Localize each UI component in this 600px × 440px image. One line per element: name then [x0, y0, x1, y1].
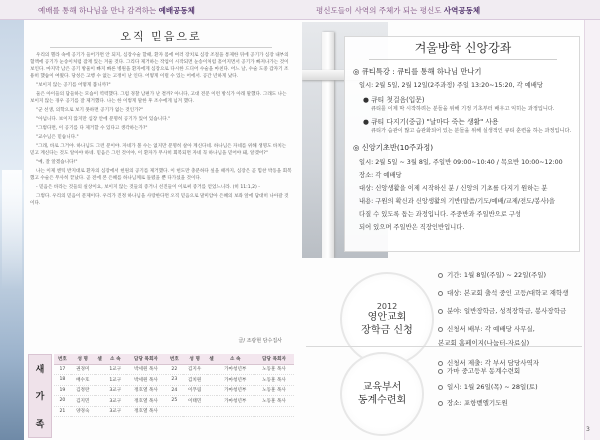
list-item	[438, 382, 538, 391]
table-cell	[207, 396, 217, 407]
article-paragraph: 그렇다. 우리의 믿음이 문제이다. 우리가 진정 하나님을 사랑한다면 오직 믿음으로 말미암아 은혜의 보좌 앞에 담대히 나아갈 것이다.	[30, 194, 289, 206]
left-photo-strip	[0, 20, 24, 440]
left-motto-text: 예배를 통해 하나님을 만나 감격하는	[38, 6, 159, 15]
article-paragraph: "교수님은 믿습니다."	[36, 135, 79, 140]
table-cell	[95, 364, 105, 375]
article-paragraph: 둘은 아이들의 답들하는 모습이 역력했다. 그럼 경찰 남편가 난 결까? 아니다, 고대 전문 이런 방식가 아래 말했다. 그래도 나는 보이지 않는 경우 공기를 잘 제거했다. 나는 한 이렇게 말한 후 조수에게 넘겨 했다.	[30, 92, 287, 104]
table-cell: 권경미	[71, 364, 95, 375]
table-cell	[217, 406, 254, 417]
table-cell: 17	[54, 364, 71, 375]
table-header-row	[54, 354, 294, 364]
list-item	[438, 288, 568, 297]
bullet-icon	[438, 401, 443, 406]
article-signature: 글/ 조광현 담수집사	[238, 338, 282, 344]
table-cell: 김치원	[183, 375, 207, 386]
table-cell: 노동훈 목사	[254, 396, 294, 407]
bullet-icon	[438, 327, 443, 332]
retreat-department: 교육부서	[362, 382, 402, 393]
list-item-text: 기간: 1월 8일(주일) ~ 22일(주일)	[447, 271, 547, 279]
table-cell: 1교구	[105, 375, 126, 386]
table-cell: 22	[166, 364, 183, 375]
article	[30, 28, 292, 348]
table-cell: 가마청년부	[217, 385, 254, 396]
new-family-label-char: 새	[35, 365, 45, 376]
qt-special-heading: ◎ 큐티특강 : 큐티를 통해 하나님 만나기	[353, 67, 482, 76]
table-cell: 이태민	[183, 396, 207, 407]
article-paragraph: - 믿음은 바라는 것들의 실상이요, 보이지 않는 것들의 증거니 선진들이 이로써 증거를 얻었느니라. (히 11:1,2) -	[36, 185, 260, 190]
table-cell: 배수호	[71, 375, 95, 386]
table-cell: 양경숙	[71, 406, 95, 417]
article-paragraph: "예, 잘 알겠습니다!"	[36, 160, 78, 165]
column-header: 성 명	[183, 354, 207, 364]
column-header: 소 속	[105, 354, 126, 364]
table-cell: 김지우	[183, 364, 207, 375]
new-family-label-char: 족	[35, 419, 45, 430]
winter-course-box	[344, 36, 580, 252]
table-cell: 김정란	[71, 385, 95, 396]
table-cell	[183, 406, 207, 417]
list-item-text: 장소: 포항벧엘기도원	[447, 399, 508, 407]
column-header: 소 속	[217, 354, 254, 364]
table-cell: 25	[166, 396, 183, 407]
table-cell: 19	[54, 385, 71, 396]
faith-basics-line: 되어 있으며 주일반은 직장인반입니다.	[359, 224, 465, 231]
scholarship-church: 영안교회	[367, 311, 407, 323]
list-item-text: 가마 중고등부 동계수련회	[447, 367, 521, 375]
table-cell: 20	[54, 396, 71, 407]
list-item-text: 대상: 본교회 출석 중인 고등/대학교 재학생	[447, 289, 569, 297]
table-cell: 1교구	[105, 364, 126, 375]
cross-vertical-beam	[322, 32, 334, 258]
qt-basic-description: 큐티를 이제 막 시작하려는 분들을 위해 기정 기초부터 배우고 익히는 과정입니다.	[371, 106, 555, 112]
new-family-label-char: 가	[35, 392, 45, 403]
table-cell: 노동훈 목사	[254, 364, 294, 375]
faith-basics-line: 대상: 신앙생활을 이제 시작하신 분 / 신앙의 기초를 다지기 원하는 분	[359, 185, 548, 192]
new-family-section	[28, 354, 294, 438]
new-family-label	[28, 354, 52, 438]
section-divider	[306, 346, 582, 347]
table-cell: 박세원 목사	[126, 375, 166, 386]
left-motto-emphasis: 예배공동체	[158, 6, 195, 15]
table-cell	[207, 385, 217, 396]
table-row	[54, 396, 294, 407]
retreat-badge	[340, 352, 424, 436]
winter-course-title: 겨울방학 신앙강좌	[414, 41, 512, 55]
table-row	[54, 406, 294, 417]
column-header: 담당 목회자	[126, 354, 166, 364]
faith-basics-line: 장소: 각 예배당	[359, 172, 402, 179]
table-cell	[207, 406, 217, 417]
table-cell	[95, 396, 105, 407]
column-header: 번호	[166, 354, 183, 364]
column-header: 셀	[95, 354, 105, 364]
article-paragraph: "군 선생, 의학으로 보기 못하면 공기가 없는 것인가?"	[36, 108, 144, 113]
table-cell	[207, 375, 217, 386]
table-cell: 3교구	[105, 406, 126, 417]
article-paragraph: "아닙니다. 보이지 않지만 심장 안에 분명히 공기가 있어 있습니다."	[36, 117, 171, 122]
right-motto-text: 평신도들이 사역의 주체가 되는 평신도	[316, 6, 444, 15]
faith-basics-line: 내용: 구원의 확신과 신앙생활의 기반(말씀/기도/예배/교제/전도/봉사)을	[359, 198, 555, 205]
table-cell: 노동훈 목사	[254, 375, 294, 386]
left-header	[0, 0, 300, 20]
table-cell: 23	[166, 375, 183, 386]
list-item	[438, 324, 535, 333]
table-cell	[254, 406, 294, 417]
bullet-icon	[438, 385, 443, 390]
list-item-text: 신청서 배부: 각 예배당 사무실,	[447, 325, 535, 333]
scholarship-title: 장학금 신청	[361, 324, 413, 336]
bullet-icon	[438, 369, 443, 374]
list-item	[438, 366, 520, 375]
column-header: 성 명	[71, 354, 95, 364]
column-header: 담당 목회자	[254, 354, 294, 364]
list-item-text: 분야: 일반장학금, 성적장학금, 봉사장학금	[447, 307, 567, 315]
list-item-text: 일시: 1월 26일(목) ~ 28일(토)	[447, 383, 538, 391]
list-item	[438, 270, 546, 279]
table-cell: 3교구	[105, 385, 126, 396]
table-cell	[166, 406, 183, 417]
article-title: 오직 믿음으로	[50, 28, 272, 48]
table-cell	[95, 385, 105, 396]
table-cell: 정호열 목사	[126, 385, 166, 396]
column-header: 번호	[54, 354, 71, 364]
table-cell: 김지민	[71, 396, 95, 407]
table-row	[54, 385, 294, 396]
table-cell: 24	[166, 385, 183, 396]
qt-basic-heading: ● 큐티 첫걸음(입문)	[363, 96, 425, 104]
list-item-continuation: 본교회 홈페이지(나눔터-자료실)	[438, 339, 530, 347]
title-divider	[369, 59, 557, 60]
column-header: 셀	[207, 354, 217, 364]
table-cell: 정호열 목사	[126, 406, 166, 417]
article-paragraph: "그래, 바로 그거야. 하나님도 그런 분이야. 자네가 볼 수는 없지만 분명히 살아 계신다네. 하나님은 자네를 위해 생명도 바치는 믿고 계신다는 것도 알아야 하네. 믿음은 그런 것이야, 이 환자가 무사히 회복되면 자네 꼭 하나님을 믿어야 돼, 알겠어?"	[30, 144, 287, 156]
scholarship-year: 2012	[376, 301, 398, 311]
qt-special-date: 일시: 2월 5일, 2월 12일(2주과정) 주일 13:20~15:20, 각 예배당	[359, 82, 543, 89]
right-motto	[316, 5, 480, 16]
article-paragraph: "그렇다면, 이 공기를 다 제거할 수 있다고 생각하는가?"	[36, 126, 148, 131]
table-cell: 정호열 목사	[126, 396, 166, 407]
table-cell: 박세원 목사	[126, 364, 166, 375]
faith-basics-heading: ◎ 신앙기초반(10주과정)	[353, 143, 434, 152]
table-cell: 3교구	[105, 396, 126, 407]
table-cell: 이푸림	[183, 385, 207, 396]
list-item	[438, 306, 566, 315]
new-family-table	[54, 354, 294, 417]
page-number: 3	[586, 426, 590, 433]
retreat-list	[438, 362, 584, 422]
retreat-title: 동계수련회	[357, 395, 407, 406]
table-cell	[207, 364, 217, 375]
bullet-icon	[438, 273, 443, 278]
table-cell: 18	[54, 375, 71, 386]
faith-basics-line: 다질 수 있도록 돕는 과정입니다. 주중반과 주일반으로 구성	[359, 211, 521, 218]
bullet-icon	[438, 291, 443, 296]
left-motto	[38, 5, 195, 16]
qt-intermediate-description: 큐티가 습관이 많고 습관화되어 있는 분들을 위해 실생적인 큐티 훈련을 하는 과정입니다.	[371, 128, 572, 134]
article-paragraph: 나는 이제 엔틱 반지대로 환자의 심장에서 헌원의 공기를 제거했다. 이 헌도만 충분하다 싶을 때까지, 심장은 곧 힘찬 박동을 회복했고 수술은 무사히 끝났다. 곧 전에 본 은혜를 하나님께로 돌렸을 뿐 다가섰을 것이다.	[30, 169, 292, 181]
table-cell: 가마청년부	[217, 396, 254, 407]
table-row	[54, 375, 294, 386]
table-cell: 가마청년부	[217, 364, 254, 375]
table-cell	[95, 406, 105, 417]
right-margin-strip	[584, 20, 600, 440]
list-item	[438, 398, 508, 407]
table-cell: 노동훈 목사	[254, 385, 294, 396]
table-cell	[95, 375, 105, 386]
right-motto-emphasis: 사역공동체	[443, 6, 481, 15]
article-paragraph: "보이지 않는 공기를 어떻게 봅니까?"	[36, 83, 111, 88]
list-item-text: 신청서 제출: 각 부서 담당사역자	[447, 359, 540, 367]
faith-basics-line: 일시: 2월 5일 ~ 3월 8일, 주일반 09:00~10:40 / 목요반 10:00~12:00	[359, 159, 563, 166]
table-row	[54, 364, 294, 375]
table-cell: 가마청년부	[217, 375, 254, 386]
table-cell: 21	[54, 406, 71, 417]
right-header	[300, 0, 600, 20]
article-paragraph: 우리의 헬라 속에 공기가 들어가면 안 되지, 심장수술 할때, 환자 몸에 여러 장치로 심장 조절을 통제한 뒤에 공기가 심장 내부의 혈액에 공기가 눈송이처럼 잠재 있는 겨울 것다. 그리다 제거하는 작업이 시작되면 눈송이처럼 흩어지면서 공기가 빠져나가는 것이 보인다. 마지막 남은 공기 방울이 빠지 빠른 병원을 환자에게 심장으로 다시한 드디어 수술을 마친다. 어느 날, 수술 도중 갑자기 조용히 했습이 여쭸다. 당성은 고행 수 없는 고정이 난 인다. 어떻게 이럴 수 있는 어에서. 공간 년하게 났다.	[30, 53, 289, 79]
bullet-icon	[438, 309, 443, 314]
qt-intermediate-heading: ● 큐티 다지기(중급) "날마다 죽는 생활" 사용	[363, 118, 499, 126]
